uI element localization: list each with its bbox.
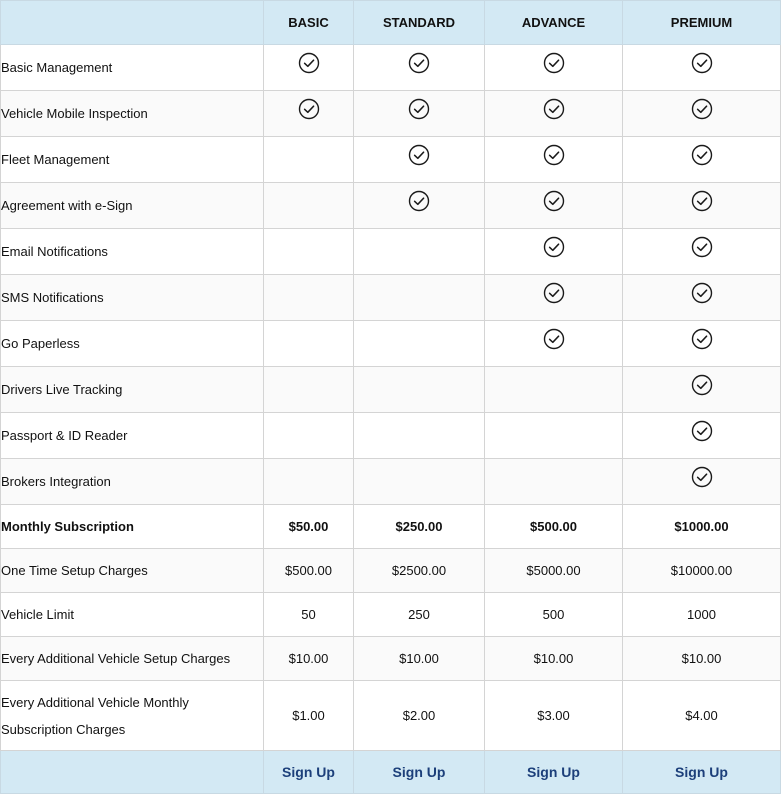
- check-circle-icon: [543, 52, 565, 74]
- check-circle-icon: [691, 420, 713, 442]
- feature-row: [1, 183, 781, 229]
- feature-cell-standard: [354, 367, 485, 413]
- feature-row: [1, 413, 781, 459]
- feature-cell-basic: [264, 413, 354, 459]
- check-circle-icon: [408, 52, 430, 74]
- price-value-basic: $10.00: [264, 637, 354, 681]
- price-value-advance: $10.00: [485, 637, 623, 681]
- price-value-premium: 1000: [623, 593, 781, 637]
- check-circle-icon: [691, 374, 713, 396]
- feature-label: Drivers Live Tracking: [1, 367, 264, 413]
- pricing-row: [1, 505, 781, 549]
- check-circle-icon: [408, 190, 430, 212]
- feature-cell-basic: [264, 45, 354, 91]
- check-circle-icon: [691, 466, 713, 488]
- plan-header-standard: STANDARD: [354, 1, 485, 45]
- feature-cell-standard: [354, 137, 485, 183]
- pricing-row: [1, 549, 781, 593]
- price-value-standard: 250: [354, 593, 485, 637]
- feature-label: Passport & ID Reader: [1, 413, 264, 459]
- feature-row: [1, 45, 781, 91]
- signup-button-premium[interactable]: Sign Up: [675, 764, 728, 780]
- signup-button-standard[interactable]: Sign Up: [392, 764, 446, 780]
- feature-row: [1, 459, 781, 505]
- feature-cell-premium: [623, 45, 781, 91]
- signup-cell-premium: [623, 751, 781, 794]
- feature-row: [1, 321, 781, 367]
- feature-cell-basic: [264, 367, 354, 413]
- check-circle-icon: [543, 282, 565, 304]
- header-row: [1, 1, 781, 45]
- signup-button-basic[interactable]: Sign Up: [282, 764, 335, 780]
- feature-cell-premium: [623, 137, 781, 183]
- feature-row: [1, 275, 781, 321]
- feature-cell-standard: [354, 45, 485, 91]
- price-value-standard: $10.00: [354, 637, 485, 681]
- feature-cell-advance: [485, 229, 623, 275]
- check-circle-icon: [543, 328, 565, 350]
- check-circle-icon: [691, 52, 713, 74]
- signup-button-advance[interactable]: Sign Up: [527, 764, 580, 780]
- price-value-basic: $50.00: [264, 505, 354, 549]
- check-circle-icon: [298, 98, 320, 120]
- feature-cell-standard: [354, 91, 485, 137]
- feature-cell-premium: [623, 183, 781, 229]
- feature-cell-advance: [485, 183, 623, 229]
- check-circle-icon: [691, 190, 713, 212]
- pricing-label: Vehicle Limit: [1, 593, 264, 637]
- feature-cell-standard: [354, 413, 485, 459]
- feature-label: Brokers Integration: [1, 459, 264, 505]
- plan-header-advance: ADVANCE: [485, 1, 623, 45]
- feature-cell-premium: [623, 275, 781, 321]
- feature-cell-advance: [485, 91, 623, 137]
- price-value-standard: $250.00: [354, 505, 485, 549]
- check-circle-icon: [691, 282, 713, 304]
- check-circle-icon: [691, 236, 713, 258]
- signup-row: [1, 751, 781, 794]
- price-value-basic: 50: [264, 593, 354, 637]
- feature-label: Email Notifications: [1, 229, 264, 275]
- price-value-advance: $500.00: [485, 505, 623, 549]
- feature-cell-premium: [623, 459, 781, 505]
- price-value-advance: $3.00: [485, 681, 623, 751]
- feature-cell-premium: [623, 229, 781, 275]
- feature-cell-standard: [354, 321, 485, 367]
- feature-cell-advance: [485, 459, 623, 505]
- check-circle-icon: [543, 236, 565, 258]
- pricing-table-body: [1, 45, 781, 794]
- feature-cell-standard: [354, 183, 485, 229]
- feature-label: Basic Management: [1, 45, 264, 91]
- feature-label: Fleet Management: [1, 137, 264, 183]
- feature-row: [1, 229, 781, 275]
- check-circle-icon: [408, 144, 430, 166]
- signup-cell-basic: [264, 751, 354, 794]
- feature-row: [1, 367, 781, 413]
- feature-cell-advance: [485, 275, 623, 321]
- feature-cell-advance: [485, 367, 623, 413]
- plan-header-premium: PREMIUM: [623, 1, 781, 45]
- feature-cell-premium: [623, 321, 781, 367]
- pricing-label: Every Additional Vehicle Monthly Subscription Charges: [1, 681, 264, 751]
- check-circle-icon: [691, 328, 713, 350]
- feature-cell-basic: [264, 137, 354, 183]
- header-corner: [1, 1, 264, 45]
- check-circle-icon: [691, 98, 713, 120]
- price-value-advance: 500: [485, 593, 623, 637]
- signup-cell-standard: [354, 751, 485, 794]
- feature-cell-advance: [485, 413, 623, 459]
- feature-cell-standard: [354, 229, 485, 275]
- feature-label: Vehicle Mobile Inspection: [1, 91, 264, 137]
- feature-label: Agreement with e-Sign: [1, 183, 264, 229]
- price-value-standard: $2500.00: [354, 549, 485, 593]
- price-value-advance: $5000.00: [485, 549, 623, 593]
- check-circle-icon: [408, 98, 430, 120]
- feature-cell-advance: [485, 321, 623, 367]
- check-circle-icon: [543, 190, 565, 212]
- feature-cell-premium: [623, 367, 781, 413]
- feature-cell-basic: [264, 229, 354, 275]
- check-circle-icon: [543, 98, 565, 120]
- feature-row: [1, 91, 781, 137]
- signup-cell-advance: [485, 751, 623, 794]
- check-circle-icon: [543, 144, 565, 166]
- feature-row: [1, 137, 781, 183]
- price-value-basic: $500.00: [264, 549, 354, 593]
- feature-cell-basic: [264, 321, 354, 367]
- check-circle-icon: [298, 52, 320, 74]
- pricing-label: One Time Setup Charges: [1, 549, 264, 593]
- feature-label: SMS Notifications: [1, 275, 264, 321]
- feature-label: Go Paperless: [1, 321, 264, 367]
- price-value-premium: $10.00: [623, 637, 781, 681]
- pricing-label: Every Additional Vehicle Setup Charges: [1, 637, 264, 681]
- feature-cell-premium: [623, 91, 781, 137]
- feature-cell-basic: [264, 91, 354, 137]
- feature-cell-basic: [264, 459, 354, 505]
- feature-cell-standard: [354, 459, 485, 505]
- price-value-basic: $1.00: [264, 681, 354, 751]
- price-value-standard: $2.00: [354, 681, 485, 751]
- signup-row-spacer: [1, 751, 264, 794]
- feature-cell-premium: [623, 413, 781, 459]
- pricing-row: [1, 593, 781, 637]
- pricing-row: [1, 637, 781, 681]
- price-value-premium: $4.00: [623, 681, 781, 751]
- feature-cell-standard: [354, 275, 485, 321]
- feature-cell-advance: [485, 45, 623, 91]
- price-value-premium: $10000.00: [623, 549, 781, 593]
- pricing-label: Monthly Subscription: [1, 505, 264, 549]
- plan-header-basic: BASIC: [264, 1, 354, 45]
- pricing-row: [1, 681, 781, 751]
- feature-cell-advance: [485, 137, 623, 183]
- feature-cell-basic: [264, 275, 354, 321]
- feature-cell-basic: [264, 183, 354, 229]
- check-circle-icon: [691, 144, 713, 166]
- price-value-premium: $1000.00: [623, 505, 781, 549]
